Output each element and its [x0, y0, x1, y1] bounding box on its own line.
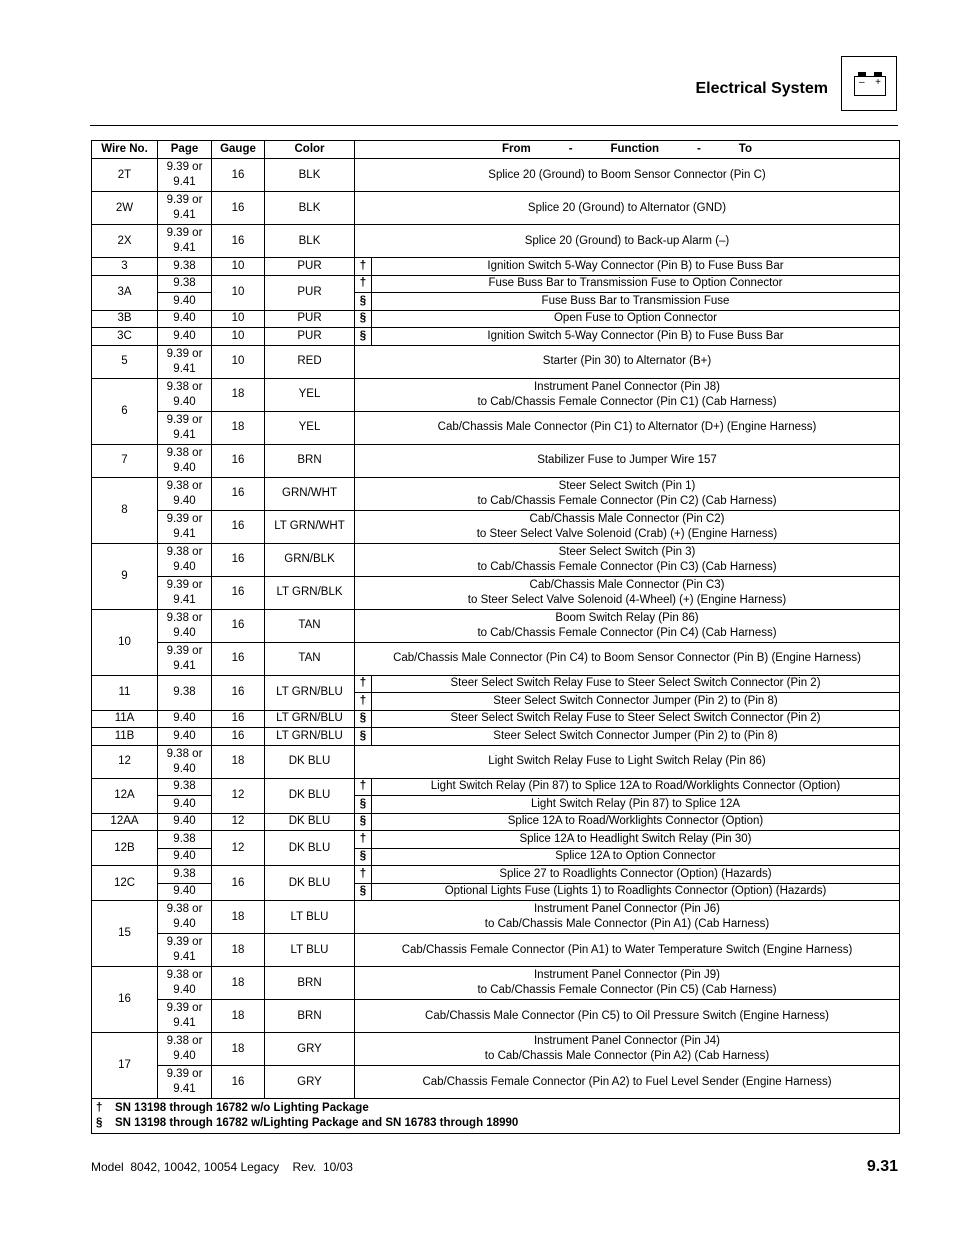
function-cell: Steer Select Switch (Pin 1) to Cab/Chassis Female Connector (Pin C2) (Cab Harness) [355, 477, 900, 510]
page-cell: 9.40 [158, 883, 212, 901]
function-cell: Open Fuse to Option Connector [372, 310, 900, 328]
table-row [92, 378, 900, 411]
wire-number-cell: 12AA [92, 813, 158, 831]
color-cell: TAN [265, 642, 355, 675]
function-cell: Boom Switch Relay (Pin 86) to Cab/Chassis Female Connector (Pin C4) (Cab Harness) [355, 609, 900, 642]
function-cell: Splice 20 (Ground) to Back-up Alarm (–) [355, 225, 900, 258]
col-dash: - [568, 143, 573, 155]
gauge-cell: 16 [212, 609, 265, 642]
wire-number-cell: 3B [92, 310, 158, 328]
color-cell: YEL [265, 411, 355, 444]
serial-symbol: § [355, 328, 372, 346]
color-cell: YEL [265, 378, 355, 411]
footnotes [92, 1099, 900, 1134]
color-cell: BLK [265, 192, 355, 225]
gauge-cell: 16 [212, 477, 265, 510]
gauge-cell: 16 [212, 159, 265, 192]
wire-number-cell: 3 [92, 258, 158, 276]
gauge-cell: 16 [212, 642, 265, 675]
battery-negative-label: – [859, 77, 865, 88]
gauge-cell: 18 [212, 1033, 265, 1066]
function-cell: Instrument Panel Connector (Pin J8) to Cab/Chassis Female Connector (Pin C1) (Cab Harness) [355, 378, 900, 411]
table-row [92, 258, 900, 276]
wire-number-cell: 15 [92, 901, 158, 967]
table-header-row [92, 141, 900, 159]
gauge-cell: 16 [212, 225, 265, 258]
function-cell: Cab/Chassis Male Connector (Pin C3) to Steer Select Valve Solenoid (4-Wheel) (+) (Engine Harness) [355, 576, 900, 609]
function-cell: Ignition Switch 5-Way Connector (Pin B) to Fuse Buss Bar [372, 258, 900, 276]
col-wire-no: Wire No. [92, 141, 158, 159]
page-cell: 9.38 or 9.40 [158, 901, 212, 934]
serial-symbol: § [355, 796, 372, 814]
table-row [92, 328, 900, 346]
serial-symbol: † [355, 866, 372, 884]
footnotes-row [92, 1099, 900, 1134]
gauge-cell: 16 [212, 510, 265, 543]
gauge-cell: 10 [212, 310, 265, 328]
gauge-cell: 16 [212, 710, 265, 728]
table-row [92, 710, 900, 728]
color-cell: GRY [265, 1033, 355, 1066]
wire-number-cell: 12A [92, 778, 158, 813]
gauge-cell: 16 [212, 866, 265, 901]
col-function: Function [610, 143, 660, 155]
wire-number-cell: 11A [92, 710, 158, 728]
table-row [92, 510, 900, 543]
table-row [92, 901, 900, 934]
color-cell: PUR [265, 310, 355, 328]
serial-symbol: § [355, 710, 372, 728]
function-cell: Cab/Chassis Male Connector (Pin C1) to Alternator (D+) (Engine Harness) [355, 411, 900, 444]
table-row [92, 745, 900, 778]
col-from-function-to [355, 141, 900, 159]
gauge-cell: 16 [212, 1066, 265, 1099]
color-cell: PUR [265, 275, 355, 310]
gauge-cell: 12 [212, 813, 265, 831]
wire-number-cell: 16 [92, 967, 158, 1033]
wire-number-cell: 10 [92, 609, 158, 675]
battery-icon-box [841, 56, 897, 111]
page-cell: 9.38 or 9.40 [158, 1033, 212, 1066]
function-cell: Light Switch Relay (Pin 87) to Splice 12A [372, 796, 900, 814]
color-cell: LT GRN/BLU [265, 710, 355, 728]
page-cell: 9.38 [158, 866, 212, 884]
table-row [92, 934, 900, 967]
serial-symbol: † [355, 831, 372, 849]
page-cell: 9.38 or 9.40 [158, 477, 212, 510]
gauge-cell: 18 [212, 1000, 265, 1033]
footnote-text: SN 13198 through 16782 w/Lighting Package and SN 16783 through 18990 [115, 1117, 519, 1129]
footnote-symbol: § [96, 1117, 103, 1129]
page-cell: 9.39 or 9.41 [158, 345, 212, 378]
serial-symbol: † [355, 693, 372, 711]
page-cell: 9.39 or 9.41 [158, 1000, 212, 1033]
gauge-cell: 12 [212, 778, 265, 813]
gauge-cell: 16 [212, 192, 265, 225]
function-cell: Splice 27 to Roadlights Connector (Option) (Hazards) [372, 866, 900, 884]
gauge-cell: 18 [212, 745, 265, 778]
function-cell: Steer Select Switch Relay Fuse to Steer Select Switch Connector (Pin 2) [372, 710, 900, 728]
function-cell: Splice 12A to Headlight Switch Relay (Pin 30) [372, 831, 900, 849]
page-cell: 9.38 [158, 258, 212, 276]
page-cell: 9.38 or 9.40 [158, 745, 212, 778]
page-cell: 9.39 or 9.41 [158, 159, 212, 192]
wire-number-cell: 6 [92, 378, 158, 444]
color-cell: LT GRN/BLK [265, 576, 355, 609]
table-row [92, 411, 900, 444]
function-cell: Stabilizer Fuse to Jumper Wire 157 [355, 444, 900, 477]
page-cell: 9.40 [158, 293, 212, 311]
color-cell: DK BLU [265, 831, 355, 866]
page-cell: 9.40 [158, 310, 212, 328]
gauge-cell: 16 [212, 728, 265, 746]
table-row [92, 310, 900, 328]
function-cell: Instrument Panel Connector (Pin J6) to Cab/Chassis Male Connector (Pin A1) (Cab Harness) [355, 901, 900, 934]
table-row [92, 192, 900, 225]
gauge-cell: 16 [212, 675, 265, 710]
function-cell: Instrument Panel Connector (Pin J9) to Cab/Chassis Female Connector (Pin C5) (Cab Harness) [355, 967, 900, 1000]
wire-number-cell: 12C [92, 866, 158, 901]
wire-number-cell: 5 [92, 345, 158, 378]
table-row [92, 813, 900, 831]
function-cell: Steer Select Switch Relay Fuse to Steer Select Switch Connector (Pin 2) [372, 675, 900, 693]
table-row [92, 967, 900, 1000]
color-cell: GRN/WHT [265, 477, 355, 510]
gauge-cell: 16 [212, 543, 265, 576]
table-row [92, 778, 900, 796]
wire-number-cell: 11B [92, 728, 158, 746]
footer-model: Model 8042, 10042, 10054 Legacy Rev. 10/03 [91, 1160, 353, 1174]
wire-number-cell: 17 [92, 1033, 158, 1099]
table-row [92, 159, 900, 192]
wire-number-cell: 8 [92, 477, 158, 543]
table-row [92, 444, 900, 477]
table-row [92, 609, 900, 642]
serial-symbol: § [355, 728, 372, 746]
wire-number-cell: 3A [92, 275, 158, 310]
page-cell: 9.38 [158, 275, 212, 293]
color-cell: RED [265, 345, 355, 378]
page-cell: 9.38 or 9.40 [158, 609, 212, 642]
table-row [92, 642, 900, 675]
color-cell: GRY [265, 1066, 355, 1099]
footnote [96, 1116, 895, 1131]
page-cell: 9.39 or 9.41 [158, 510, 212, 543]
color-cell: LT BLU [265, 901, 355, 934]
gauge-cell: 18 [212, 967, 265, 1000]
function-cell: Cab/Chassis Male Connector (Pin C4) to Boom Sensor Connector (Pin B) (Engine Harness) [355, 642, 900, 675]
table-row [92, 477, 900, 510]
table-row [92, 675, 900, 693]
function-cell: Steer Select Switch Connector Jumper (Pin 2) to (Pin 8) [372, 693, 900, 711]
gauge-cell: 12 [212, 831, 265, 866]
table-row [92, 225, 900, 258]
wire-number-cell: 11 [92, 675, 158, 710]
serial-symbol: § [355, 293, 372, 311]
function-cell: Splice 20 (Ground) to Alternator (GND) [355, 192, 900, 225]
serial-symbol: § [355, 848, 372, 866]
page-cell: 9.39 or 9.41 [158, 411, 212, 444]
color-cell: DK BLU [265, 866, 355, 901]
header-divider [90, 125, 898, 126]
function-cell: Steer Select Switch Connector Jumper (Pin 2) to (Pin 8) [372, 728, 900, 746]
page-cell: 9.38 [158, 778, 212, 796]
color-cell: GRN/BLK [265, 543, 355, 576]
section-title: Electrical System [695, 80, 828, 97]
gauge-cell: 18 [212, 901, 265, 934]
table-row [92, 1066, 900, 1099]
page-cell: 9.38 [158, 831, 212, 849]
page-cell: 9.38 or 9.40 [158, 444, 212, 477]
wire-number-cell: 2W [92, 192, 158, 225]
wire-number-cell: 3C [92, 328, 158, 346]
function-cell: Starter (Pin 30) to Alternator (B+) [355, 345, 900, 378]
function-cell: Fuse Buss Bar to Transmission Fuse [372, 293, 900, 311]
col-color: Color [265, 141, 355, 159]
wire-table [91, 140, 900, 1134]
function-cell: Splice 12A to Road/Worklights Connector (Option) [372, 813, 900, 831]
wire-number-cell: 12B [92, 831, 158, 866]
page-cell: 9.38 or 9.40 [158, 378, 212, 411]
table-row [92, 543, 900, 576]
serial-symbol: † [355, 258, 372, 276]
color-cell: LT GRN/BLU [265, 728, 355, 746]
footnote [96, 1101, 895, 1116]
wire-number-cell: 7 [92, 444, 158, 477]
function-cell: Optional Lights Fuse (Lights 1) to Roadlights Connector (Option) (Hazards) [372, 883, 900, 901]
page-cell: 9.39 or 9.41 [158, 576, 212, 609]
col-page: Page [158, 141, 212, 159]
function-cell: Ignition Switch 5-Way Connector (Pin B) to Fuse Buss Bar [372, 328, 900, 346]
color-cell: BRN [265, 1000, 355, 1033]
color-cell: BRN [265, 444, 355, 477]
battery-positive-label: + [875, 77, 881, 88]
page-cell: 9.39 or 9.41 [158, 934, 212, 967]
color-cell: DK BLU [265, 745, 355, 778]
page-cell: 9.39 or 9.41 [158, 1066, 212, 1099]
serial-symbol: † [355, 275, 372, 293]
gauge-cell: 18 [212, 411, 265, 444]
table-row [92, 345, 900, 378]
function-cell: Cab/Chassis Male Connector (Pin C5) to Oil Pressure Switch (Engine Harness) [355, 1000, 900, 1033]
page-number: 9.31 [866, 1158, 898, 1175]
function-cell: Cab/Chassis Male Connector (Pin C2) to Steer Select Valve Solenoid (Crab) (+) (Engine Harness) [355, 510, 900, 543]
gauge-cell: 10 [212, 275, 265, 310]
color-cell: TAN [265, 609, 355, 642]
col-dash: - [697, 143, 701, 155]
function-cell: Splice 12A to Option Connector [372, 848, 900, 866]
color-cell: LT GRN/BLU [265, 675, 355, 710]
serial-symbol: † [355, 675, 372, 693]
page-cell: 9.39 or 9.41 [158, 192, 212, 225]
page-cell: 9.40 [158, 328, 212, 346]
gauge-cell: 10 [212, 328, 265, 346]
footnote-text: SN 13198 through 16782 w/o Lighting Package [115, 1102, 369, 1114]
gauge-cell: 16 [212, 444, 265, 477]
function-cell: Light Switch Relay (Pin 87) to Splice 12A to Road/Worklights Connector (Option) [372, 778, 900, 796]
page-cell: 9.38 or 9.40 [158, 967, 212, 1000]
table-row [92, 576, 900, 609]
gauge-cell: 10 [212, 345, 265, 378]
page-cell: 9.39 or 9.41 [158, 225, 212, 258]
color-cell: PUR [265, 258, 355, 276]
battery-icon [854, 76, 886, 96]
color-cell: LT GRN/WHT [265, 510, 355, 543]
serial-symbol: § [355, 813, 372, 831]
col-to: To [738, 143, 752, 155]
serial-symbol: † [355, 778, 372, 796]
table-row [92, 831, 900, 849]
color-cell: DK BLU [265, 778, 355, 813]
function-cell: Fuse Buss Bar to Transmission Fuse to Option Connector [372, 275, 900, 293]
page-cell: 9.39 or 9.41 [158, 642, 212, 675]
color-cell: BLK [265, 225, 355, 258]
wire-number-cell: 2X [92, 225, 158, 258]
page-cell: 9.40 [158, 728, 212, 746]
gauge-cell: 16 [212, 576, 265, 609]
function-cell: Cab/Chassis Female Connector (Pin A2) to Fuel Level Sender (Engine Harness) [355, 1066, 900, 1099]
table-row [92, 728, 900, 746]
color-cell: PUR [265, 328, 355, 346]
gauge-cell: 10 [212, 258, 265, 276]
page-cell: 9.40 [158, 848, 212, 866]
table-row [92, 866, 900, 884]
function-cell: Light Switch Relay Fuse to Light Switch Relay (Pin 86) [355, 745, 900, 778]
color-cell: DK BLU [265, 813, 355, 831]
gauge-cell: 18 [212, 934, 265, 967]
table-row [92, 1000, 900, 1033]
function-cell: Splice 20 (Ground) to Boom Sensor Connector (Pin C) [355, 159, 900, 192]
table-row [92, 1033, 900, 1066]
page-cell: 9.38 [158, 675, 212, 710]
color-cell: BRN [265, 967, 355, 1000]
function-cell: Instrument Panel Connector (Pin J4) to Cab/Chassis Male Connector (Pin A2) (Cab Harness) [355, 1033, 900, 1066]
wire-number-cell: 12 [92, 745, 158, 778]
color-cell: LT BLU [265, 934, 355, 967]
page-cell: 9.38 or 9.40 [158, 543, 212, 576]
serial-symbol: § [355, 883, 372, 901]
page-cell: 9.40 [158, 796, 212, 814]
footnote-symbol: † [96, 1102, 103, 1114]
function-cell: Cab/Chassis Female Connector (Pin A1) to Water Temperature Switch (Engine Harness) [355, 934, 900, 967]
page-cell: 9.40 [158, 813, 212, 831]
wire-number-cell: 9 [92, 543, 158, 609]
page-cell: 9.40 [158, 710, 212, 728]
col-from: From [502, 143, 531, 155]
wire-number-cell: 2T [92, 159, 158, 192]
serial-symbol: § [355, 310, 372, 328]
function-cell: Steer Select Switch (Pin 3) to Cab/Chassis Female Connector (Pin C3) (Cab Harness) [355, 543, 900, 576]
col-gauge: Gauge [212, 141, 265, 159]
table-row [92, 275, 900, 293]
gauge-cell: 18 [212, 378, 265, 411]
color-cell: BLK [265, 159, 355, 192]
